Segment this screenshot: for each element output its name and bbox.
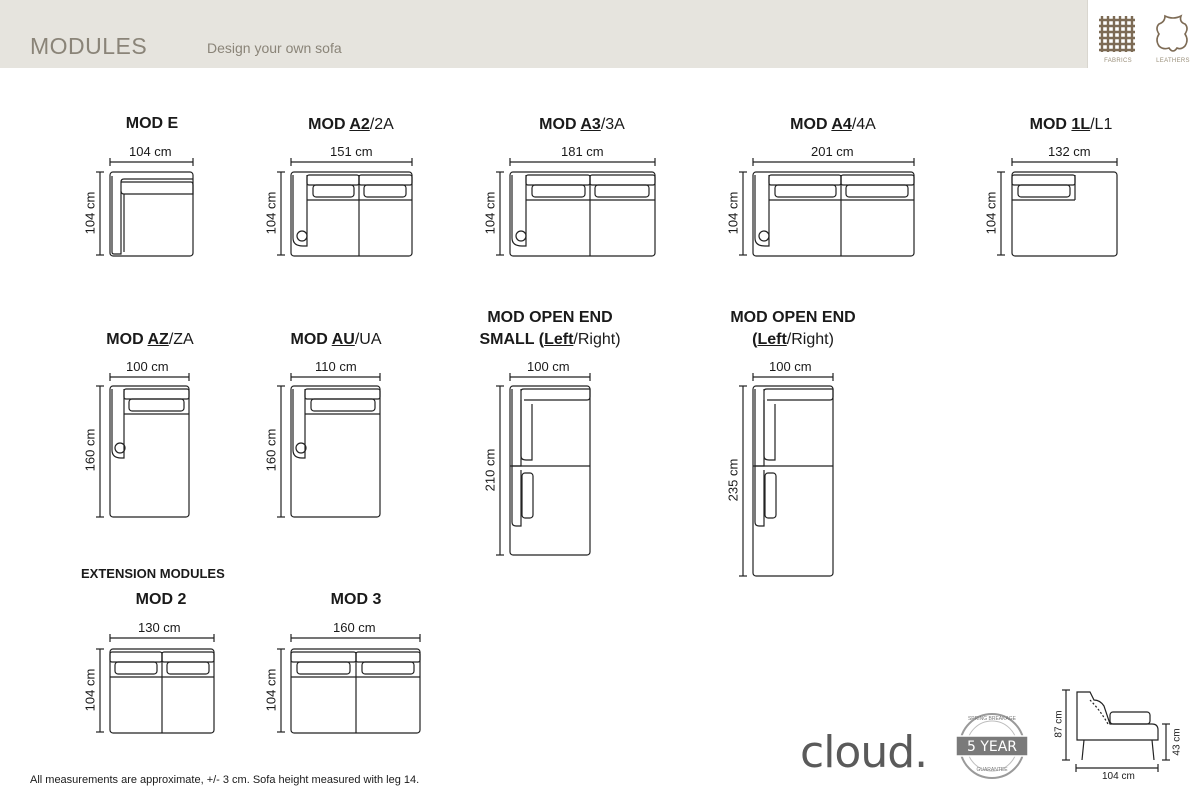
side-view-drawing xyxy=(1062,690,1170,772)
mod-a3-width: 181 cm xyxy=(561,144,604,159)
mod-oe-small-drawing xyxy=(510,386,590,555)
mod-a2-depth: 104 cm xyxy=(263,191,279,235)
mod-az-drawing xyxy=(110,386,189,517)
mod-a2-width: 151 cm xyxy=(330,144,373,159)
mod-oe-small-title: MOD OPEN END SMALL (Left/Right) xyxy=(479,309,621,348)
footnote: All measurements are approximate, +/- 3 cm. Sofa height measured with leg 14. xyxy=(30,774,420,786)
side-seat-height-label: 43 cm xyxy=(1171,728,1183,756)
mod-3-drawing xyxy=(291,649,420,733)
mod-a3-depth: 104 cm xyxy=(482,191,498,235)
mod-au-depth: 160 cm xyxy=(263,428,279,472)
mod-e-width: 104 cm xyxy=(129,144,172,159)
mod-a3-title: MOD A3/3A xyxy=(539,116,625,133)
fabrics-label: FABRICS xyxy=(1104,58,1132,64)
badge-bottom-text: GUARANTEE xyxy=(976,767,1008,773)
mod-2-drawing xyxy=(110,649,214,733)
mod-a2-title: MOD A2/2A xyxy=(308,116,394,133)
mod-au-width: 110 cm xyxy=(315,359,357,374)
side-depth-label: 104 cm xyxy=(1102,771,1135,782)
mod-2-title: MOD 2 xyxy=(135,591,187,608)
mod-az-depth: 160 cm xyxy=(82,428,98,472)
mod-1l-title: MOD 1L/L1 xyxy=(1029,116,1113,133)
mod-1l-depth: 104 cm xyxy=(983,191,999,235)
cloud-logo: cloud. xyxy=(800,727,928,778)
mod-a4-depth: 104 cm xyxy=(725,191,741,235)
mod-2-width: 130 cm xyxy=(138,620,181,635)
mod-oe-width: 100 cm xyxy=(769,359,812,374)
mod-3-title: MOD 3 xyxy=(330,591,382,608)
mod-oe-title: MOD OPEN END (Left/Right) xyxy=(730,309,856,348)
mod-az-title: MOD AZ/ZA xyxy=(106,331,194,348)
mod-a4-drawing xyxy=(753,172,914,256)
badge-main-text: 5 YEAR xyxy=(966,739,1018,755)
mod-az-width: 100 cm xyxy=(126,359,169,374)
mod-a4-title: MOD A4/4A xyxy=(790,116,876,133)
mod-3-width: 160 cm xyxy=(333,620,376,635)
mod-oe-small-depth: 210 cm xyxy=(482,448,498,492)
extension-heading: EXTENSION MODULES xyxy=(81,566,225,581)
mod-e-depth: 104 cm xyxy=(82,191,98,235)
mod-oe-small-width: 100 cm xyxy=(527,359,570,374)
page-subtitle: Design your own sofa xyxy=(207,40,342,56)
mod-3-depth: 104 cm xyxy=(263,668,279,712)
mod-oe-drawing xyxy=(753,386,833,576)
mod-au-title: MOD AU/UA xyxy=(290,331,382,348)
side-height-label: 87 cm xyxy=(1053,710,1065,738)
mod-2-depth: 104 cm xyxy=(82,668,98,712)
leathers-label: LEATHERS xyxy=(1156,58,1190,64)
mod-a2-drawing xyxy=(291,172,412,256)
mod-a3-drawing xyxy=(510,172,655,256)
mod-e-title: MOD E xyxy=(125,115,179,132)
mod-oe-depth: 235 cm xyxy=(725,458,741,502)
mod-e-drawing xyxy=(110,172,193,256)
mod-1l-width: 132 cm xyxy=(1048,144,1091,159)
page-title: MODULES xyxy=(30,33,148,59)
mod-1l-drawing xyxy=(1012,172,1117,256)
mod-a4-width: 201 cm xyxy=(811,144,854,159)
badge-top-text: SPRING BREAKAGE xyxy=(967,716,1017,722)
mod-au-drawing xyxy=(291,386,380,517)
dimension-lines xyxy=(96,158,1117,732)
